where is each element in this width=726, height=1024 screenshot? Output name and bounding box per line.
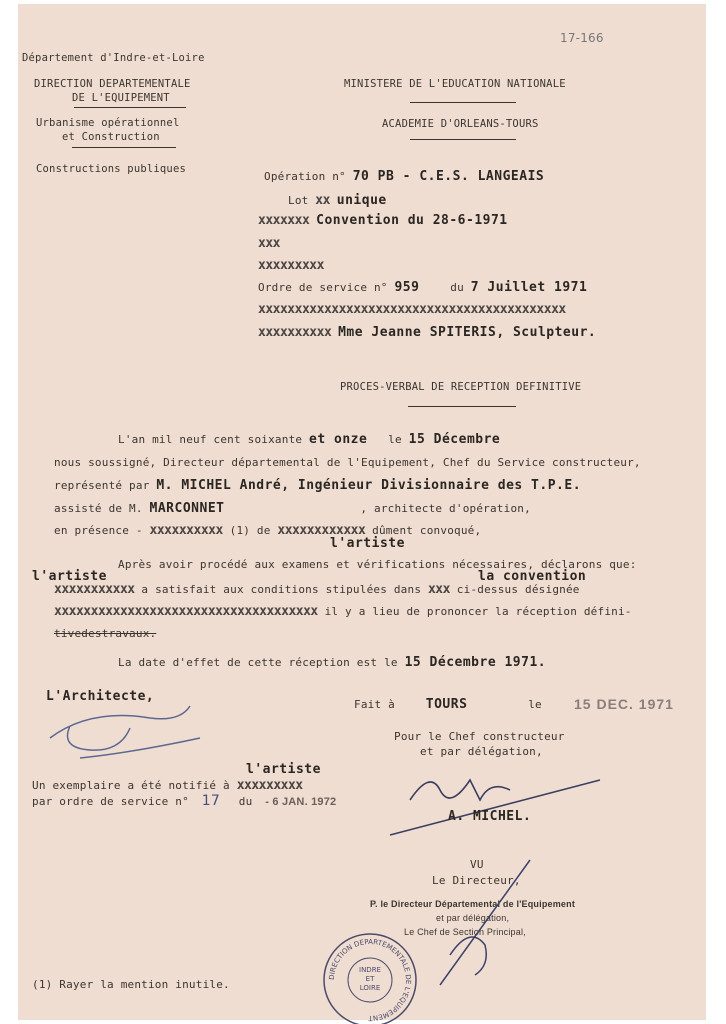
notification-line-1	[32, 779, 303, 792]
artiste-line	[258, 326, 596, 339]
title-rule	[408, 406, 516, 407]
academie-label: ACADEMIE D'ORLEANS-TOURS	[382, 118, 539, 130]
body-l1-d: 15 Décembre	[408, 432, 501, 447]
operation-number: 70 PB - C.E.S. LANGEAIS	[352, 169, 545, 184]
document-title: PROCES-VERBAL DE RECEPTION DEFINITIVE	[340, 381, 582, 393]
signataire-name: A. MICHEL.	[448, 809, 532, 824]
marche-strike: xxxxxxx	[258, 213, 310, 228]
notification-l1: Un exemplaire a été notifié à	[32, 779, 230, 792]
body-line-2: nous soussigné, Directeur départemental de l'Equipement, Chef du Service constructeur,	[54, 456, 641, 469]
departement-label: Département d'Indre-et-Loire	[22, 52, 205, 64]
notification-line-2	[32, 795, 336, 809]
department-seal-icon	[318, 928, 422, 1024]
body-l1-b: et onze	[309, 432, 368, 447]
pour-line-2: et par délégation,	[420, 745, 543, 758]
notification-num: 17	[201, 793, 220, 809]
header-rule-left2	[72, 147, 176, 148]
body-l4-a: assisté de M.	[54, 502, 143, 515]
body-l8-strike: xxxxxxxxxxxxxxxxxxxxxxxxxxxxxxxxxxxx	[54, 604, 318, 619]
seal-center-1: INDRE	[359, 966, 381, 974]
body-l5-c: dûment convoqué,	[372, 524, 482, 537]
directeur-label: Le Directeur,	[432, 874, 521, 887]
body-l1-a: L'an mil neuf cent soixante	[118, 433, 303, 446]
seal-ring-text: DIRECTION DEPARTEMENTALE DE L'EQUIPEMENT	[327, 937, 413, 1023]
stamp-line-3: Le Chef de Section Principal,	[404, 927, 526, 937]
entreprise-strike: xxxxxxxxxx	[258, 325, 332, 340]
lieu-value: TOURS	[425, 697, 468, 712]
convention-line	[258, 214, 508, 227]
operation-line	[264, 170, 544, 183]
notification-du: du	[238, 795, 253, 808]
body-l5-strike1: xxxxxxxxxx	[149, 523, 223, 538]
seal-center-2: ET	[365, 975, 375, 983]
body-line-7	[54, 583, 580, 596]
body-line-9: tivedestravaux.	[54, 627, 157, 640]
artiste-insert-2: l'artiste	[32, 569, 107, 584]
direction-line1: DIRECTION DEPARTEMENTALE	[34, 78, 191, 90]
body-l7-strike: xxxxxxxxxxx	[54, 582, 135, 597]
service-line1: Urbanisme opérationnel	[36, 117, 180, 129]
body-line-3	[54, 479, 581, 492]
ordre-du: du	[450, 281, 464, 294]
body-line-1	[118, 433, 500, 446]
notification-date-stamp: - 6 JAN. 1972	[265, 796, 337, 808]
artiste-insert-1: l'artiste	[330, 536, 405, 551]
pour-line-1: Pour le Chef constructeur	[394, 730, 565, 743]
body-l4-c: , architecte d'opération,	[360, 502, 531, 515]
body-l7-b: ci-dessus désignée	[456, 583, 580, 596]
ordre-date: 7 Juillet 1971	[470, 280, 588, 295]
stamp-line-1: P. le Directeur Départemental de l'Equipement	[370, 899, 576, 909]
body-l5-b: (1) de	[229, 524, 271, 537]
convention-insert: la convention	[478, 569, 587, 584]
seal-center-3: LOIRE	[359, 984, 381, 992]
architect-signature-icon	[30, 698, 210, 768]
body-line-4	[54, 502, 531, 515]
notification-l2-a: par ordre de service n°	[32, 795, 189, 808]
lot-line	[288, 194, 387, 207]
director-signature-icon	[430, 855, 540, 995]
vu-label: VU	[470, 858, 484, 871]
body-line-5	[54, 524, 481, 537]
archive-reference: 17-166	[560, 31, 604, 45]
header-rule-right1	[410, 102, 516, 103]
architecte-label: L'Architecte,	[46, 689, 155, 704]
body-l3-b: M. MICHEL André, Ingénieur Divisionnaire des T.P.E.	[156, 478, 582, 493]
strike-line-2: xxxxxxxxx	[258, 258, 324, 273]
date-stamp: 15 DEC. 1971	[574, 696, 674, 712]
body-line-6: Après avoir procédé aux examens et vérifications nécessaires, déclarons que:	[118, 558, 637, 571]
body-l10-a: La date d'effet de cette réception est le	[118, 656, 398, 669]
operation-prefix: Opération n°	[264, 170, 346, 183]
lot-label: Lot	[288, 194, 309, 207]
body-l7-strike2: xxx	[427, 582, 450, 597]
michel-signature-icon	[380, 760, 620, 840]
ordre-label: Ordre de service n°	[258, 281, 388, 294]
body-l4-b: MARCONNET	[149, 501, 225, 516]
header-rule-left1	[74, 107, 186, 108]
body-line-8	[54, 605, 632, 618]
body-l8-a: il y a lieu de prononcer la réception défini-	[324, 605, 632, 618]
body-l3-a: représenté par	[54, 479, 150, 492]
ordre-number: 959	[394, 280, 420, 295]
body-l7-a: a satisfait aux conditions stipulées dans	[141, 583, 422, 596]
body-l1-c: le	[388, 433, 402, 446]
strike-line-3: xxxxxxxxxxxxxxxxxxxxxxxxxxxxxxxxxxxxxxxxxx	[258, 302, 566, 317]
artiste-insert-3: l'artiste	[246, 762, 321, 777]
le-label: le	[528, 698, 542, 711]
lot-value: unique	[336, 193, 387, 208]
strike-line-1: xxx	[258, 236, 280, 251]
body-l10-b: 15 Décembre 1971.	[404, 655, 547, 670]
footnote: (1) Rayer la mention inutile.	[32, 978, 230, 991]
body-l5-a: en présence -	[54, 524, 143, 537]
section-label: Constructions publiques	[36, 163, 186, 175]
ministere-label: MINISTERE DE L'EDUCATION NATIONALE	[344, 78, 566, 90]
notification-l1-strike: xxxxxxxxx	[236, 778, 303, 793]
stamp-line-2: et par délégation,	[436, 913, 510, 923]
body-l5-strike2: xxxxxxxxxxxx	[277, 523, 366, 538]
convention-text: Convention du 28-6-1971	[316, 213, 508, 228]
fait-a-line	[354, 698, 542, 711]
artiste-name: Mme Jeanne SPITERIS, Sculpteur.	[338, 325, 597, 340]
header-rule-right2	[410, 139, 516, 140]
lot-strike: xx	[315, 193, 330, 208]
ordre-service-line	[258, 281, 587, 294]
service-line2: et Construction	[62, 131, 160, 143]
body-line-10	[118, 656, 546, 669]
fait-a-label: Fait à	[354, 698, 395, 711]
direction-line2: DE L'EQUIPEMENT	[72, 92, 170, 104]
